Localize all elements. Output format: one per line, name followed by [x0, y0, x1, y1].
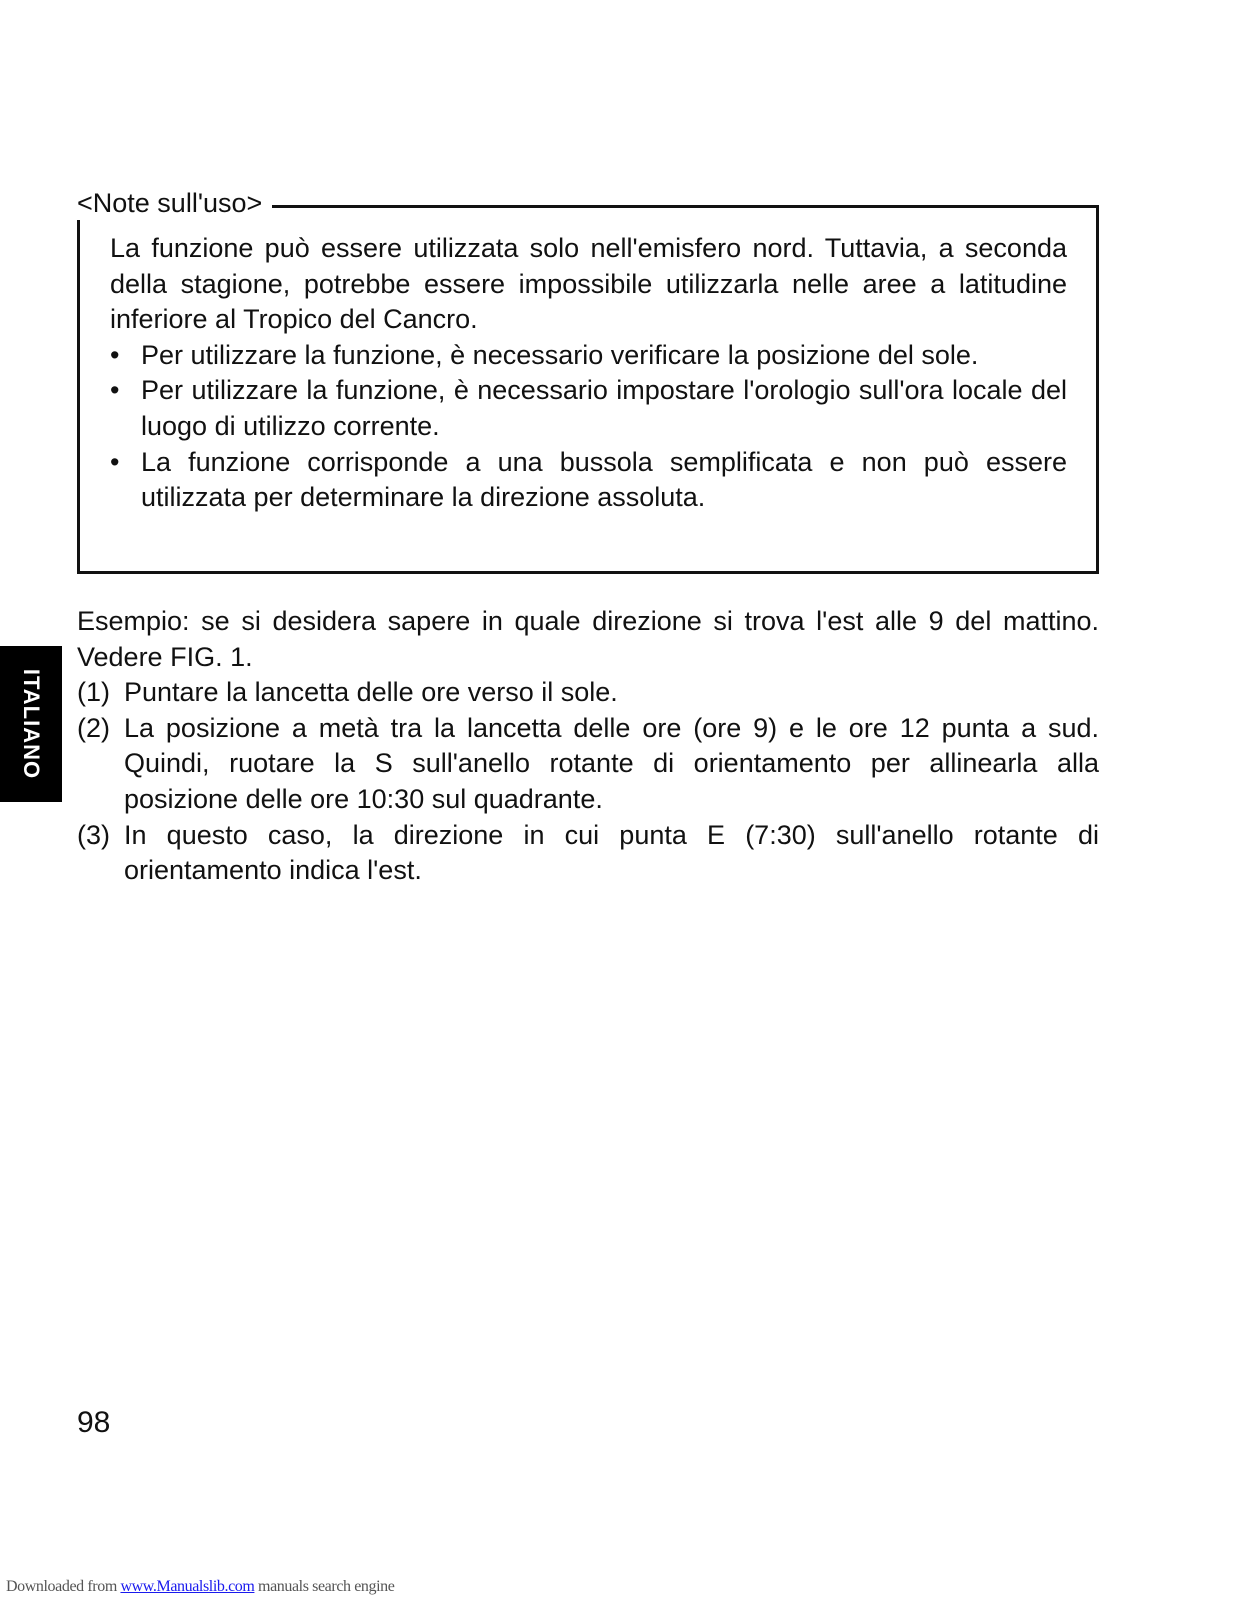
bullet-icon: • [110, 375, 120, 406]
note-bullet-text: Per utilizzare la funzione, è necessario verificare la posizione del sole. [141, 339, 979, 370]
step-item [77, 675, 1099, 711]
step-text: La posizione a metà tra la lancetta delle ore (ore 9) e le ore 12 punta a sud. Quindi, ruotare la S sull'anello rotante di orientamento per allinearla alla posizione delle ore 10:30 sul quadrante. [124, 712, 1099, 814]
step-number: (3) [77, 819, 110, 850]
language-side-tab [0, 646, 62, 802]
example-intro: Esempio: se si desidera sapere in quale direzione si trova l'est alle 9 del mattino. Vedere FIG. 1. [77, 606, 1099, 672]
example-section [77, 604, 1099, 889]
footer-suffix: manuals search engine [254, 1578, 395, 1595]
step-text: Puntare la lancetta delle ore verso il sole. [124, 677, 618, 708]
step-text: In questo caso, la direzione in cui punta E (7:30) sull'anello rotante di orientamento indica l'est. [124, 819, 1099, 886]
bullet-icon: • [110, 446, 120, 477]
step-item [77, 711, 1099, 818]
page-number: 98 [77, 1406, 111, 1439]
step-number: (1) [77, 677, 110, 708]
note-bullet-item [110, 338, 1067, 374]
step-number: (2) [77, 712, 110, 743]
step-list [77, 675, 1099, 889]
bullet-icon: • [110, 339, 120, 370]
step-item [77, 818, 1099, 889]
note-bullet-text: Per utilizzare la funzione, è necessario impostare l'orologio sull'ora locale del luogo di utilizzo corrente. [141, 375, 1067, 441]
note-bullet-list [110, 338, 1067, 516]
note-body [110, 231, 1067, 516]
footer-prefix: Downloaded from [6, 1578, 121, 1595]
note-bullet-item [110, 445, 1067, 516]
note-title: <Note sull'uso> [70, 186, 272, 220]
note-bullet-item [110, 373, 1067, 444]
note-intro: La funzione può essere utilizzata solo nell'emisfero nord. Tuttavia, a seconda della stagione, potrebbe essere impossibile utilizzarla nelle aree a latitudine inferiore al Tropico del Cancro. [110, 233, 1067, 335]
language-tab-label: ITALIANO [19, 668, 44, 780]
download-footer [6, 1577, 394, 1597]
note-bullet-text: La funzione corrisponde a una bussola semplificata e non può essere utilizzata per determinare la direzione assoluta. [141, 446, 1067, 513]
manualslib-link[interactable]: www.Manualslib.com [120, 1578, 255, 1595]
